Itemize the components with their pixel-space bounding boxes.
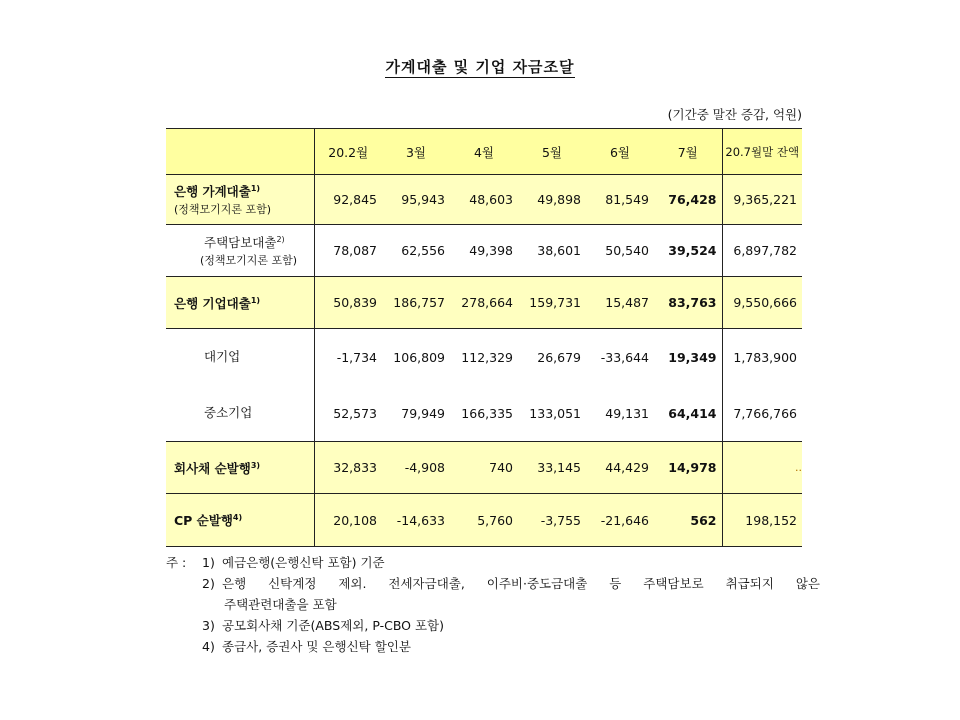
col-header: 6월 [586,129,654,175]
footnote-2-cont: 주택관련대출을 포함 [224,597,337,612]
cell: -4,908 [382,442,450,494]
cell: 92,845 [314,175,382,225]
cell: 83,763 [654,277,722,329]
row-label: 은행 가계대출$^{1)}$ (정책모기지론 포함) [166,175,314,225]
cell: 62,556 [382,225,450,277]
cell: 112,329 [450,329,518,386]
row-household [166,175,802,225]
unit-label: (기간중 말잔 증감, 억원) [667,107,802,122]
row-mortgage [166,225,802,277]
cell: 9,365,221 [722,175,802,225]
cell: 44,429 [586,442,654,494]
cell: 1,783,900 [722,329,802,386]
cell: -14,633 [382,494,450,547]
col-header: 5월 [518,129,586,175]
cell: 48,603 [450,175,518,225]
row-label: CP 순발행$^{4)}$ [166,494,314,547]
footnote-4: 4) 종금사, 증권사 및 은행신탁 할인분 [202,639,411,654]
row-label: 중소기업 [166,385,314,442]
cell: 78,087 [314,225,382,277]
cell: 15,487 [586,277,654,329]
cell: 79,949 [401,405,445,421]
cell: 5,760 [450,494,518,547]
cell: 50,839 [314,277,382,329]
cell: 106,809 [382,329,450,386]
cell: -33,644 [586,329,654,386]
cell: 33,145 [518,442,586,494]
row-corporate [166,277,802,329]
cell-placeholder: .. [722,442,802,494]
cell: 562 [654,494,722,547]
col-header: 20.2월 [314,129,382,175]
row-label: 주택담보대출$^{2)}$ (정책모기지론 포함) [166,225,314,277]
header-row [166,129,802,175]
col-header: 4월 [450,129,518,175]
loan-table [166,128,802,547]
cell: -1,734 [314,329,382,386]
cell: 6,897,782 [722,225,802,277]
cell: 198,152 [722,494,802,547]
col-header: 20.7월말 잔액 [722,129,802,175]
row-bonds [166,442,802,494]
cell: 39,524 [654,225,722,277]
row-label: 대기업 [166,329,314,386]
row-large [166,329,802,386]
cell: 38,601 [518,225,586,277]
cell: 7,766,766 [733,405,797,421]
cell: 166,335 [461,405,513,421]
cell: 26,679 [518,329,586,386]
cell: 14,978 [654,442,722,494]
footnote-3: 3) 공모회사채 기준(ABS제외, P-CBO 포함) [202,618,445,633]
cell: 19,349 [654,329,722,386]
cell: -3,755 [518,494,586,547]
cell: 20,108 [314,494,382,547]
row-label: 회사채 순발행$^{3)}$ [166,442,314,494]
cell: 95,943 [382,175,450,225]
footnotes [166,552,820,657]
page-title: 가계대출 및 기업 자금조달 [385,58,575,76]
col-header: 7월 [654,129,722,175]
footnote-1: 주 :1) 예금은행(은행신탁 포함) 기준 [166,555,385,570]
cell: 50,540 [586,225,654,277]
cell: 49,398 [450,225,518,277]
cell: 159,731 [518,277,586,329]
cell: 49,898 [518,175,586,225]
col-header: 3월 [382,129,450,175]
cell: 740 [450,442,518,494]
cell: 76,428 [654,175,722,225]
cell: 81,549 [586,175,654,225]
cell: 186,757 [382,277,450,329]
row-sme [166,385,802,442]
cell: 133,051 [529,405,581,421]
cell: 32,833 [314,442,382,494]
cell: 49,131 [605,405,649,421]
header-blank [166,129,314,175]
row-label: 은행 기업대출$^{1)}$ [166,277,314,329]
cell: 64,414 [654,385,722,442]
cell: -21,646 [586,494,654,547]
cell: 278,664 [450,277,518,329]
cell: 9,550,666 [722,277,802,329]
row-cp [166,494,802,547]
footnote-2: 2) 은행 신탁계정 제외. 전세자금대출, 이주비·중도금대출 등 주택담보로 취급되지 않은 [202,576,820,591]
cell: 52,573 [333,405,377,421]
